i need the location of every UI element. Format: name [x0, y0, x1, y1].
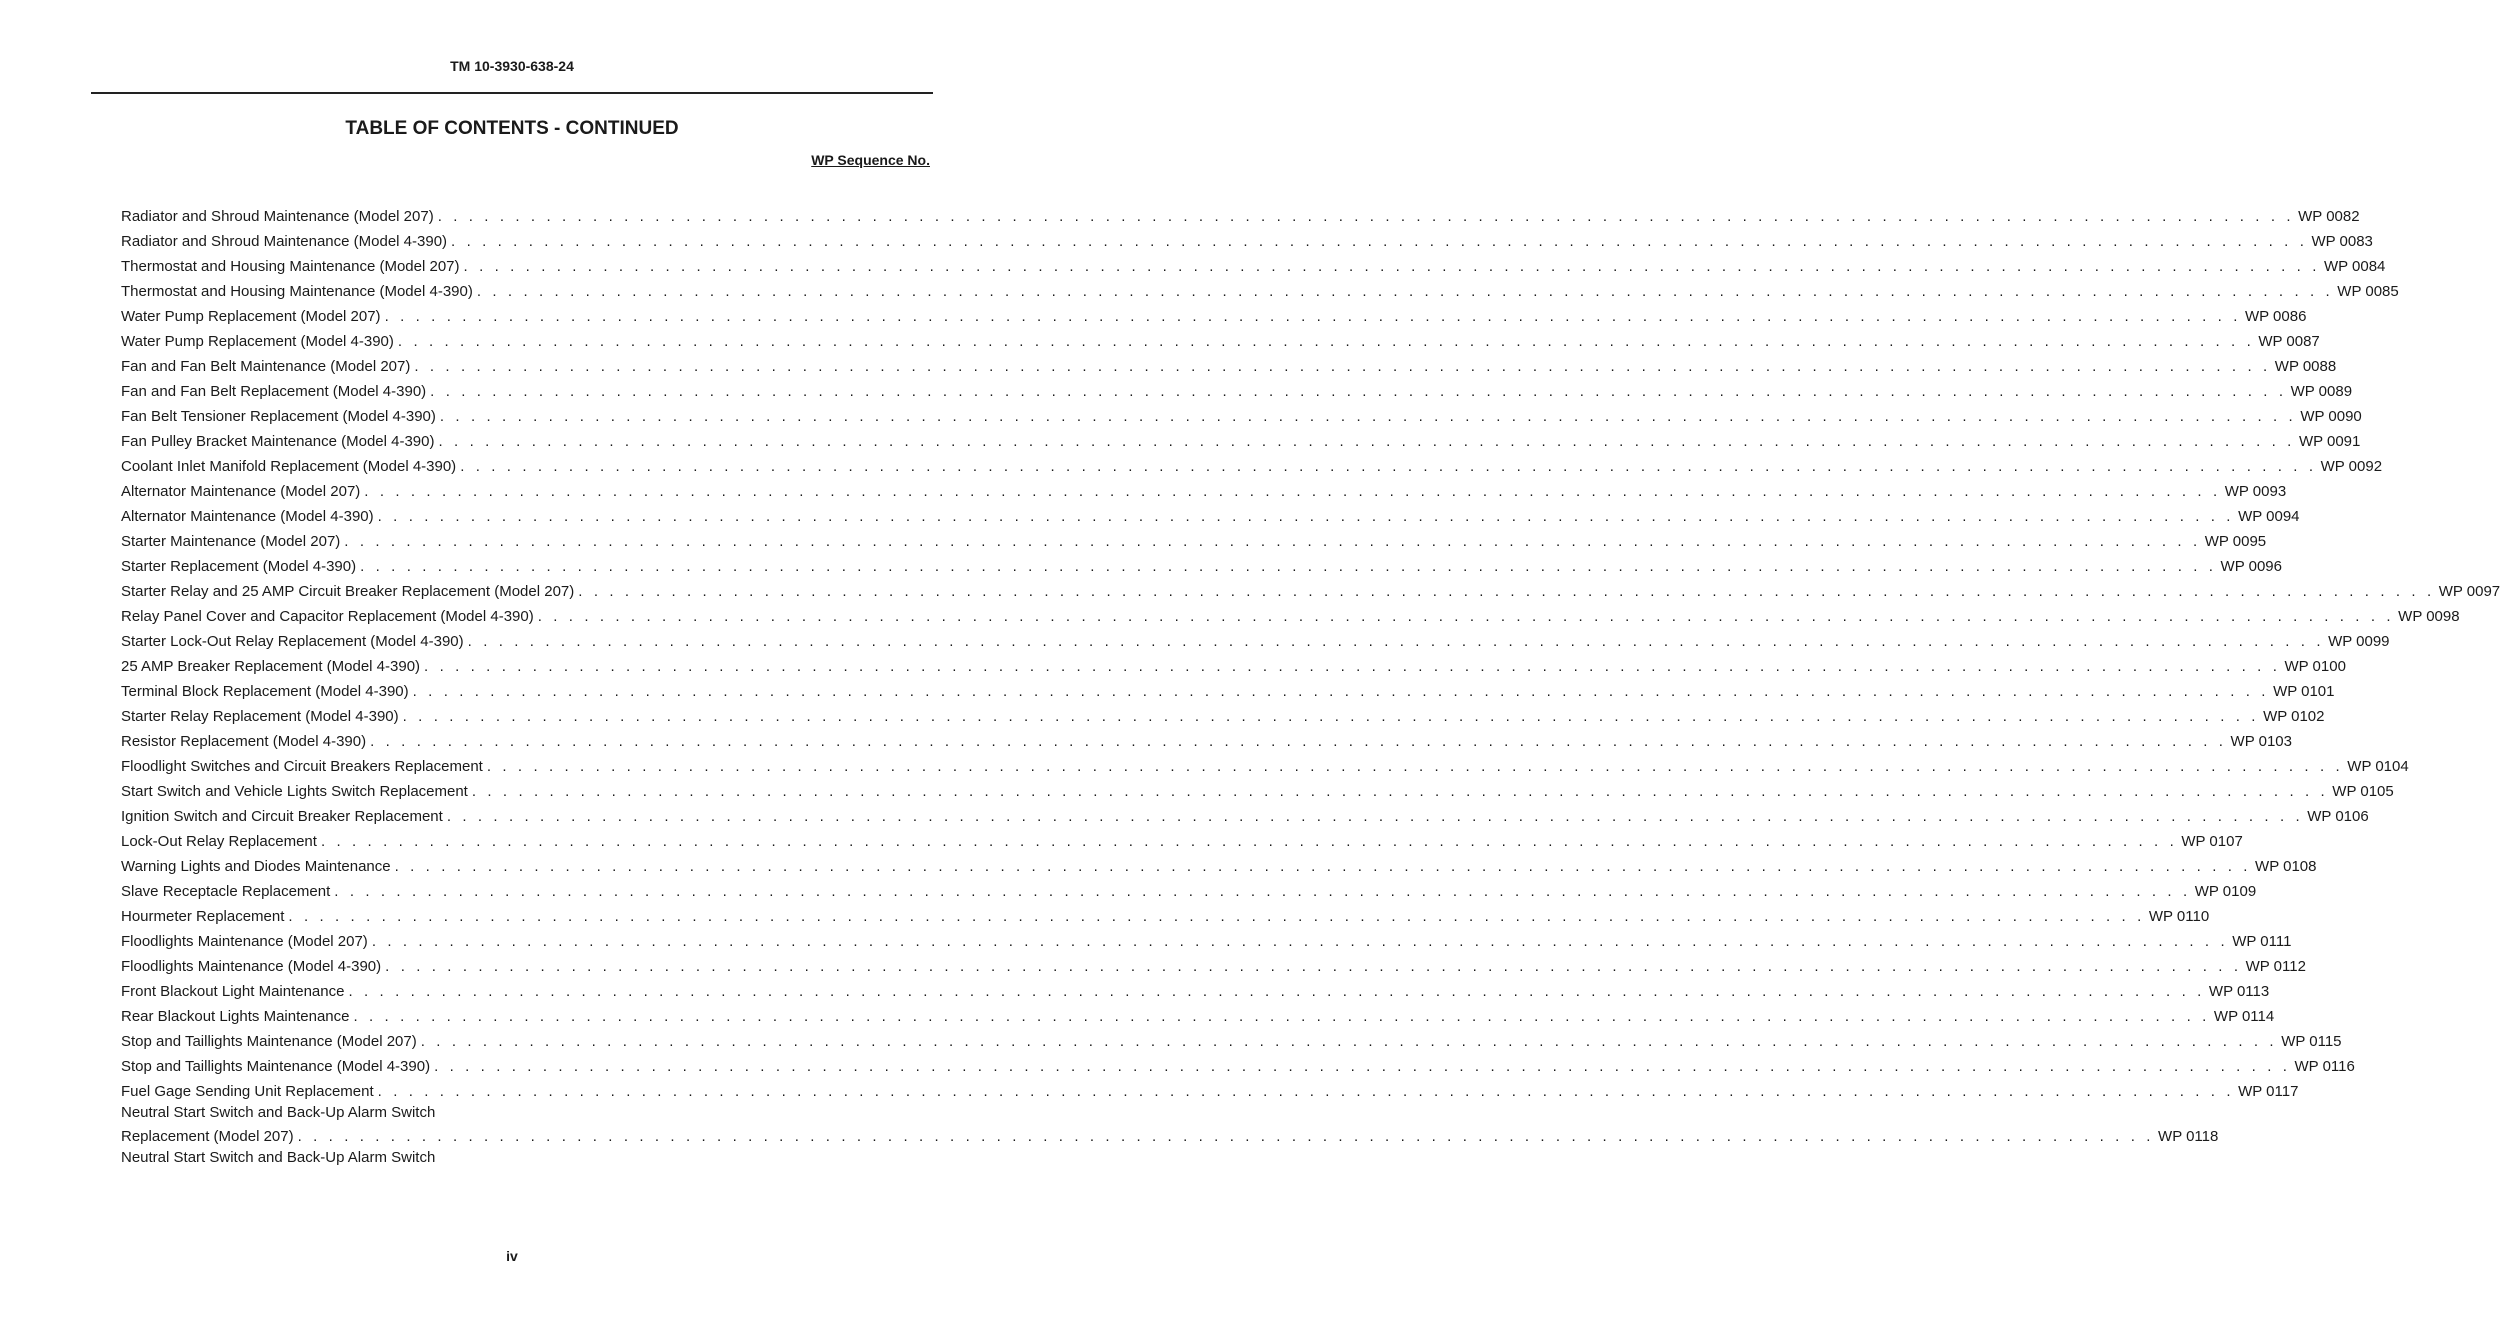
toc-entry-list [121, 204, 2500, 1104]
toc-entry-wp-number: WP 0100 [2284, 658, 2346, 675]
toc-leader-dots: . . . . . . . . . . . . . . . . . . . . . . . . . . . . . . . . . . . . . . . . . . . . . . . . . . . . . . . . . . . . . . . . . . . . . . . . . . . . . . . . . . . . . . . . . . . . . . . . . . . . . . . . . . . . . . . . . . . . . . . . [320, 833, 2178, 850]
toc-entry[interactable] [121, 904, 2210, 929]
toc-entry-wp-number: WP 0094 [2238, 508, 2300, 525]
toc-leader-dots: . . . . . . . . . . . . . . . . . . . . . . . . . . . . . . . . . . . . . . . . . . . . . . . . . . . . . . . . . . . . . . . . . . . . . . . . . . . . . . . . . . . . . . . . . . . . . . . . . . . . . . . . . . . . . . . . . . . . . . . . [438, 433, 2295, 450]
toc-entry[interactable] [121, 204, 2360, 229]
toc-entry-wp-number: WP 0117 [2238, 1083, 2299, 1100]
toc-leader-dots: . . . . . . . . . . . . . . . . . . . . . . . . . . . . . . . . . . . . . . . . . . . . . . . . . . . . . . . . . . . . . . . . . . . . . . . . . . . . . . . . . . . . . . . . . . . . . . . . . . . . . . . . . . . . . . . . . . . . . . . . [412, 683, 2270, 700]
toc-entry-title: Terminal Block Replacement (Model 4-390) [121, 683, 409, 700]
toc-leader-dots: . . . . . . . . . . . . . . . . . . . . . . . . . . . . . . . . . . . . . . . . . . . . . . . . . . . . . . . . . . . . . . . . . . . . . . . . . . . . . . . . . . . . . . . . . . . . . . . . . . . . . . . . . . . . . . . . . . . . . . . . [451, 233, 2308, 250]
toc-leader-dots: . . . . . . . . . . . . . . . . . . . . . . . . . . . . . . . . . . . . . . . . . . . . . . . . . . . . . . . . . . . . . . . . . . . . . . . . . . . . . . . . . . . . . . . . . . . . . . . . . . . . . . . . . . . . . . . . . . . . . . . . [434, 1058, 2291, 1075]
toc-leader-dots: . . . . . . . . . . . . . . . . . . . . . . . . . . . . . . . . . . . . . . . . . . . . . . . . . . . . . . . . . . . . . . . . . . . . . . . . . . . . . . . . . . . . . . . . . . . . . . . . . . . . . . . . . . . . . . . . . . . . . . . . [578, 583, 2435, 600]
toc-entry-wp-number: WP 0116 [2294, 1058, 2355, 1075]
toc-leader-dots: . . . . . . . . . . . . . . . . . . . . . . . . . . . . . . . . . . . . . . . . . . . . . . . . . . . . . . . . . . . . . . . . . . . . . . . . . . . . . . . . . . . . . . . . . . . . . . . . . . . . . . . . . . . . . . . . . . . . . . . . [420, 1033, 2278, 1050]
toc-entry-title: Starter Lock-Out Relay Replacement (Model 4-390) [121, 633, 464, 650]
header-rule [91, 92, 933, 94]
toc-entry-wp-number: WP 0111 [2232, 933, 2292, 950]
toc-entry-wp-number: WP 0108 [2255, 858, 2317, 875]
toc-entry[interactable] [121, 979, 2270, 1004]
toc-entry[interactable] [121, 629, 2390, 654]
toc-leader-dots: . . . . . . . . . . . . . . . . . . . . . . . . . . . . . . . . . . . . . . . . . . . . . . . . . . . . . . . . . . . . . . . . . . . . . . . . . . . . . . . . . . . . . . . . . . . . . . . . . . . . . . . . . . . . . . . . . . . . . . . . [439, 408, 2297, 425]
toc-entry[interactable] [121, 1004, 2275, 1029]
toc-entry-wp-number: WP 0090 [2300, 408, 2362, 425]
toc-entry[interactable] [121, 779, 2394, 804]
toc-entry-wp-number: WP 0091 [2298, 433, 2361, 450]
toc-entry-wp-number: WP 0114 [2213, 1008, 2275, 1025]
toc-leader-dots: . . . . . . . . . . . . . . . . . . . . . . . . . . . . . . . . . . . . . . . . . . . . . . . . . . . . . . . . . . . . . . . . . . . . . . . . . . . . . . . . . . . . . . . . . . . . . . . . . . . . . . . . . . . . . . . . . . . . . . . . [463, 258, 2320, 275]
toc-entry-title: Fan Pulley Bracket Maintenance (Model 4-390) [121, 433, 435, 450]
toc-entry-wp-number: WP 0104 [2347, 758, 2409, 775]
toc-leader-dots: . . . . . . . . . . . . . . . . . . . . . . . . . . . . . . . . . . . . . . . . . . . . . . . . . . . . . . . . . . . . . . . . . . . . . . . . . . . . . . . . . . . . . . . . . . . . . . . . . . . . . . . . . . . . . . . . . . . . . . . . [397, 333, 2255, 350]
toc-entry[interactable] [121, 729, 2292, 754]
toc-entry-two-line[interactable] [121, 1104, 2219, 1149]
document-number: TM 10-3930-638-24 [450, 58, 574, 74]
table-of-contents [121, 204, 2500, 1174]
toc-leader-dots: . . . . . . . . . . . . . . . . . . . . . . . . . . . . . . . . . . . . . . . . . . . . . . . . . . . . . . . . . . . . . . . . . . . . . . . . . . . . . . . . . . . . . . . . . . . . . . . . . . . . . . . . . . . . . . . . . . . . . . . . [471, 783, 2329, 800]
toc-entry[interactable] [121, 529, 2267, 554]
toc-entry-title: Alternator Maintenance (Model 207) [121, 483, 361, 500]
toc-leader-dots: . . . . . . . . . . . . . . . . . . . . . . . . . . . . . . . . . . . . . . . . . . . . . . . . . . . . . . . . . . . . . . . . . . . . . . . . . . . . . . . . . . . . . . . . . . . . . . . . . . . . . . . . . . . . . . . . . . . . . . . . [424, 658, 2281, 675]
toc-leader-dots: . . . . . . . . . . . . . . . . . . . . . . . . . . . . . . . . . . . . . . . . . . . . . . . . . . . . . . . . . . . . . . . . . . . . . . . . . . . . . . . . . . . . . . . . . . . . . . . . . . . . . . . . . . . . . . . . . . . . . . . . [467, 633, 2325, 650]
toc-entry-title: Starter Replacement (Model 4-390) [121, 558, 357, 575]
toc-entry[interactable] [121, 1029, 2342, 1054]
toc-entry-title: Fan and Fan Belt Maintenance (Model 207) [121, 358, 411, 375]
toc-entry-wp-number: WP 0112 [2245, 958, 2306, 975]
toc-entry-title: Rear Blackout Lights Maintenance [121, 1008, 350, 1025]
toc-leader-dots: . . . . . . . . . . . . . . . . . . . . . . . . . . . . . . . . . . . . . . . . . . . . . . . . . . . . . . . . . . . . . . . . . . . . . . . . . . . . . . . . . . . . . . . . . . . . . . . . . . . . . . . . . . . . . . . . . . . . . . . . [430, 383, 2287, 400]
column-header-wp-sequence: WP Sequence No. [811, 152, 930, 168]
toc-entry-title: Lock-Out Relay Replacement [121, 833, 317, 850]
toc-leader-dots: . . . . . . . . . . . . . . . . . . . . . . . . . . . . . . . . . . . . . . . . . . . . . . . . . . . . . . . . . . . . . . . . . . . . . . . . . . . . . . . . . . . . . . . . . . . . . . . . . . . . . . . . . . . . . . . . . . . . . . . . [360, 558, 2217, 575]
toc-entry-title: Relay Panel Cover and Capacitor Replacement (Model 4-390) [121, 608, 534, 625]
toc-leader-dots: . . . . . . . . . . . . . . . . . . . . . . . . . . . . . . . . . . . . . . . . . . . . . . . . . . . . . . . . . . . . . . . . . . . . . . . . . . . . . . . . . . . . . . . . . . . . . . . . . . . . . . . . . . . . . . . . . . . . . . . . [288, 908, 2145, 925]
toc-entry-wp-number: WP 0101 [2273, 683, 2335, 700]
toc-entry[interactable] [121, 254, 2386, 279]
toc-entry[interactable] [121, 1054, 2355, 1079]
toc-entry-wp-number: WP 0088 [2274, 358, 2337, 375]
toc-entry[interactable] [121, 479, 2287, 504]
toc-entry-title: Starter Relay and 25 AMP Circuit Breaker Replacement (Model 207) [121, 583, 575, 600]
toc-entry-wp-number: WP 0098 [2398, 608, 2460, 625]
toc-entry[interactable] [121, 604, 2460, 629]
toc-entry[interactable] [121, 854, 2317, 879]
toc-entry-title: Slave Receptacle Replacement [121, 883, 331, 900]
toc-leader-dots: . . . . . . . . . . . . . . . . . . . . . . . . . . . . . . . . . . . . . . . . . . . . . . . . . . . . . . . . . . . . . . . . . . . . . . . . . . . . . . . . . . . . . . . . . . . . . . . . . . . . . . . . . . . . . . . . . . . . . . . . [385, 958, 2242, 975]
toc-entry-title: Radiator and Shroud Maintenance (Model 4-390) [121, 233, 448, 250]
toc-entry-wp-number: WP 0092 [2320, 458, 2383, 475]
toc-entry-wp-number: WP 0113 [2208, 983, 2270, 1000]
toc-entry-title: Warning Lights and Diodes Maintenance [121, 858, 391, 875]
toc-leader-dots: . . . . . . . . . . . . . . . . . . . . . . . . . . . . . . . . . . . . . . . . . . . . . . . . . . . . . . . . . . . . . . . . . . . . . . . . . . . . . . . . . . . . . . . . . . . . . . . . . . . . . . . . . . . . . . . . . . . . . . . . [476, 283, 2334, 300]
toc-entry-wp-number: WP 0118 [2158, 1128, 2219, 1145]
toc-leader-dots: . . . . . . . . . . . . . . . . . . . . . . . . . . . . . . . . . . . . . . . . . . . . . . . . . . . . . . . . . . . . . . . . . . . . . . . . . . . . . . . . . . . . . . . . . . . . . . . . . . . . . . . . . . . . . . . . . . . . . . . . [371, 933, 2229, 950]
toc-entry-wp-number: WP 0096 [2220, 558, 2282, 575]
toc-entry-title: Floodlights Maintenance (Model 4-390) [121, 958, 382, 975]
toc-leader-dots: . . . . . . . . . . . . . . . . . . . . . . . . . . . . . . . . . . . . . . . . . . . . . . . . . . . . . . . . . . . . . . . . . . . . . . . . . . . . . . . . . . . . . . . . . . . . . . . . . . . . . . . . . . . . . . . . . . . . . . . . [394, 858, 2252, 875]
toc-entry[interactable] [121, 229, 2373, 254]
toc-leader-dots: . . . . . . . . . . . . . . . . . . . . . . . . . . . . . . . . . . . . . . . . . . . . . . . . . . . . . . . . . . . . . . . . . . . . . . . . . . . . . . . . . . . . . . . . . . . . . . . . . . . . . . . . . . . . . . . . . . . . . . . . [402, 708, 2260, 725]
toc-entry[interactable] [121, 454, 2383, 479]
toc-entry[interactable] [121, 379, 2353, 404]
toc-entry-title: Fan Belt Tensioner Replacement (Model 4-390) [121, 408, 436, 425]
toc-entry-title: Stop and Taillights Maintenance (Model 207) [121, 1033, 417, 1050]
toc-entry-wp-number: WP 0110 [2148, 908, 2210, 925]
toc-entry-wp-number: WP 0084 [2323, 258, 2386, 275]
toc-leader-dots: . . . . . . . . . . . . . . . . . . . . . . . . . . . . . . . . . . . . . . . . . . . . . . . . . . . . . . . . . . . . . . . . . . . . . . . . . . . . . . . . . . . . . . . . . . . . . . . . . . . . . . . . . . . . . . . . . . . . . . . . [297, 1128, 2155, 1145]
toc-entry-title: Fan and Fan Belt Replacement (Model 4-390) [121, 383, 427, 400]
toc-entry-title: Start Switch and Vehicle Lights Switch Replacement [121, 783, 468, 800]
toc-leader-dots: . . . . . . . . . . . . . . . . . . . . . . . . . . . . . . . . . . . . . . . . . . . . . . . . . . . . . . . . . . . . . . . . . . . . . . . . . . . . . . . . . . . . . . . . . . . . . . . . . . . . . . . . . . . . . . . . . . . . . . . . [437, 208, 2295, 225]
toc-entry[interactable] [121, 929, 2292, 954]
toc-entry-title: Stop and Taillights Maintenance (Model 4-390) [121, 1058, 431, 1075]
toc-entry-title: Floodlights Maintenance (Model 207) [121, 933, 368, 950]
toc-entry[interactable] [121, 804, 2369, 829]
toc-leader-dots: . . . . . . . . . . . . . . . . . . . . . . . . . . . . . . . . . . . . . . . . . . . . . . . . . . . . . . . . . . . . . . . . . . . . . . . . . . . . . . . . . . . . . . . . . . . . . . . . . . . . . . . . . . . . . . . . . . . . . . . . [344, 533, 2201, 550]
toc-entry-wp-number: WP 0089 [2290, 383, 2353, 400]
toc-entry[interactable] [121, 354, 2337, 379]
toc-entry-line2 [121, 1124, 2219, 1149]
toc-leader-dots: . . . . . . . . . . . . . . . . . . . . . . . . . . . . . . . . . . . . . . . . . . . . . . . . . . . . . . . . . . . . . . . . . . . . . . . . . . . . . . . . . . . . . . . . . . . . . . . . . . . . . . . . . . . . . . . . . . . . . . . . [353, 1008, 2210, 1025]
toc-entry-title: Fuel Gage Sending Unit Replacement [121, 1083, 374, 1100]
toc-leader-dots: . . . . . . . . . . . . . . . . . . . . . . . . . . . . . . . . . . . . . . . . . . . . . . . . . . . . . . . . . . . . . . . . . . . . . . . . . . . . . . . . . . . . . . . . . . . . . . . . . . . . . . . . . . . . . . . . . . . . . . . . [364, 483, 2221, 500]
toc-entry-wp-number: WP 0109 [2194, 883, 2257, 900]
toc-entry-wp-number: WP 0102 [2263, 708, 2325, 725]
toc-entry-title: Thermostat and Housing Maintenance (Model 207) [121, 258, 460, 275]
toc-entry-wp-number: WP 0093 [2224, 483, 2287, 500]
toc-entry[interactable] [121, 829, 2243, 854]
toc-entry-title: Floodlight Switches and Circuit Breakers Replacement [121, 758, 483, 775]
toc-entry-wp-number: WP 0087 [2258, 333, 2320, 350]
toc-entry-wp-number: WP 0097 [2438, 583, 2500, 600]
toc-entry-wp-number: WP 0103 [2230, 733, 2292, 750]
toc-entry-title: Radiator and Shroud Maintenance (Model 207) [121, 208, 434, 225]
toc-entry[interactable] [121, 754, 2409, 779]
toc-entry-title: Starter Relay Replacement (Model 4-390) [121, 708, 399, 725]
toc-entry-title: Alternator Maintenance (Model 4-390) [121, 508, 374, 525]
toc-entry[interactable] [121, 404, 2362, 429]
toc-leader-dots: . . . . . . . . . . . . . . . . . . . . . . . . . . . . . . . . . . . . . . . . . . . . . . . . . . . . . . . . . . . . . . . . . . . . . . . . . . . . . . . . . . . . . . . . . . . . . . . . . . . . . . . . . . . . . . . . . . . . . . . . [377, 508, 2235, 525]
toc-leader-dots: . . . . . . . . . . . . . . . . . . . . . . . . . . . . . . . . . . . . . . . . . . . . . . . . . . . . . . . . . . . . . . . . . . . . . . . . . . . . . . . . . . . . . . . . . . . . . . . . . . . . . . . . . . . . . . . . . . . . . . . . [446, 808, 2304, 825]
toc-entry-title: Hourmeter Replacement [121, 908, 285, 925]
toc-entry-wp-number: WP 0083 [2311, 233, 2373, 250]
toc-entry-wp-number: WP 0115 [2281, 1033, 2342, 1050]
page-title: TABLE OF CONTENTS - CONTINUED [345, 118, 679, 139]
toc-entry-wp-number: WP 0105 [2332, 783, 2394, 800]
toc-entry[interactable] [121, 579, 2500, 604]
toc-entry-wp-number: WP 0106 [2307, 808, 2369, 825]
toc-entry-wp-number: WP 0107 [2181, 833, 2243, 850]
toc-leader-dots: . . . . . . . . . . . . . . . . . . . . . . . . . . . . . . . . . . . . . . . . . . . . . . . . . . . . . . . . . . . . . . . . . . . . . . . . . . . . . . . . . . . . . . . . . . . . . . . . . . . . . . . . . . . . . . . . . . . . . . . . [384, 308, 2241, 325]
toc-leader-dots: . . . . . . . . . . . . . . . . . . . . . . . . . . . . . . . . . . . . . . . . . . . . . . . . . . . . . . . . . . . . . . . . . . . . . . . . . . . . . . . . . . . . . . . . . . . . . . . . . . . . . . . . . . . . . . . . . . . . . . . . [414, 358, 2271, 375]
toc-entry[interactable] [121, 279, 2399, 304]
toc-entry[interactable] [121, 1079, 2299, 1104]
toc-entry-wp-number: WP 0099 [2328, 633, 2390, 650]
toc-entry-wp-number: WP 0095 [2204, 533, 2267, 550]
toc-entry[interactable] [121, 504, 2300, 529]
toc-entry-title: Resistor Replacement (Model 4-390) [121, 733, 367, 750]
toc-entry-title: Thermostat and Housing Maintenance (Model 4-390) [121, 283, 473, 300]
toc-entry-title: Water Pump Replacement (Model 4-390) [121, 333, 394, 350]
toc-entry-title-line1: Neutral Start Switch and Back-Up Alarm Switch [121, 1104, 436, 1121]
toc-entry[interactable] [121, 704, 2325, 729]
toc-leader-dots: . . . . . . . . . . . . . . . . . . . . . . . . . . . . . . . . . . . . . . . . . . . . . . . . . . . . . . . . . . . . . . . . . . . . . . . . . . . . . . . . . . . . . . . . . . . . . . . . . . . . . . . . . . . . . . . . . . . . . . . . [486, 758, 2344, 775]
toc-leader-dots: . . . . . . . . . . . . . . . . . . . . . . . . . . . . . . . . . . . . . . . . . . . . . . . . . . . . . . . . . . . . . . . . . . . . . . . . . . . . . . . . . . . . . . . . . . . . . . . . . . . . . . . . . . . . . . . . . . . . . . . . [377, 1083, 2235, 1100]
toc-entry[interactable] [121, 954, 2306, 979]
toc-entry-continued[interactable]: Neutral Start Switch and Back-Up Alarm Switch [121, 1149, 436, 1166]
toc-entry-title-line2: Replacement (Model 207) [121, 1128, 294, 1145]
toc-leader-dots: . . . . . . . . . . . . . . . . . . . . . . . . . . . . . . . . . . . . . . . . . . . . . . . . . . . . . . . . . . . . . . . . . . . . . . . . . . . . . . . . . . . . . . . . . . . . . . . . . . . . . . . . . . . . . . . . . . . . . . . . [460, 458, 2317, 475]
toc-entry[interactable] [121, 879, 2257, 904]
toc-entry[interactable] [121, 654, 2346, 679]
toc-entry[interactable] [121, 679, 2335, 704]
toc-entry-title: Starter Maintenance (Model 207) [121, 533, 341, 550]
toc-entry-title: 25 AMP Breaker Replacement (Model 4-390) [121, 658, 421, 675]
toc-entry-title: Front Blackout Light Maintenance [121, 983, 345, 1000]
toc-entry[interactable] [121, 429, 2361, 454]
toc-entry[interactable] [121, 329, 2320, 354]
toc-entry[interactable] [121, 304, 2307, 329]
toc-leader-dots: . . . . . . . . . . . . . . . . . . . . . . . . . . . . . . . . . . . . . . . . . . . . . . . . . . . . . . . . . . . . . . . . . . . . . . . . . . . . . . . . . . . . . . . . . . . . . . . . . . . . . . . . . . . . . . . . . . . . . . . . [348, 983, 2205, 1000]
toc-entry-title: Water Pump Replacement (Model 207) [121, 308, 381, 325]
page-number: iv [506, 1248, 518, 1264]
toc-leader-dots: . . . . . . . . . . . . . . . . . . . . . . . . . . . . . . . . . . . . . . . . . . . . . . . . . . . . . . . . . . . . . . . . . . . . . . . . . . . . . . . . . . . . . . . . . . . . . . . . . . . . . . . . . . . . . . . . . . . . . . . . [334, 883, 2191, 900]
toc-leader-dots: . . . . . . . . . . . . . . . . . . . . . . . . . . . . . . . . . . . . . . . . . . . . . . . . . . . . . . . . . . . . . . . . . . . . . . . . . . . . . . . . . . . . . . . . . . . . . . . . . . . . . . . . . . . . . . . . . . . . . . . . [370, 733, 2227, 750]
toc-entry-wp-number: WP 0082 [2298, 208, 2360, 225]
toc-entry-title: Ignition Switch and Circuit Breaker Replacement [121, 808, 443, 825]
toc-entry-wp-number: WP 0086 [2245, 308, 2307, 325]
toc-leader-dots: . . . . . . . . . . . . . . . . . . . . . . . . . . . . . . . . . . . . . . . . . . . . . . . . . . . . . . . . . . . . . . . . . . . . . . . . . . . . . . . . . . . . . . . . . . . . . . . . . . . . . . . . . . . . . . . . . . . . . . . . [537, 608, 2395, 625]
toc-entry-wp-number: WP 0085 [2337, 283, 2399, 300]
toc-entry[interactable] [121, 554, 2282, 579]
toc-entry-title: Coolant Inlet Manifold Replacement (Model 4-390) [121, 458, 457, 475]
